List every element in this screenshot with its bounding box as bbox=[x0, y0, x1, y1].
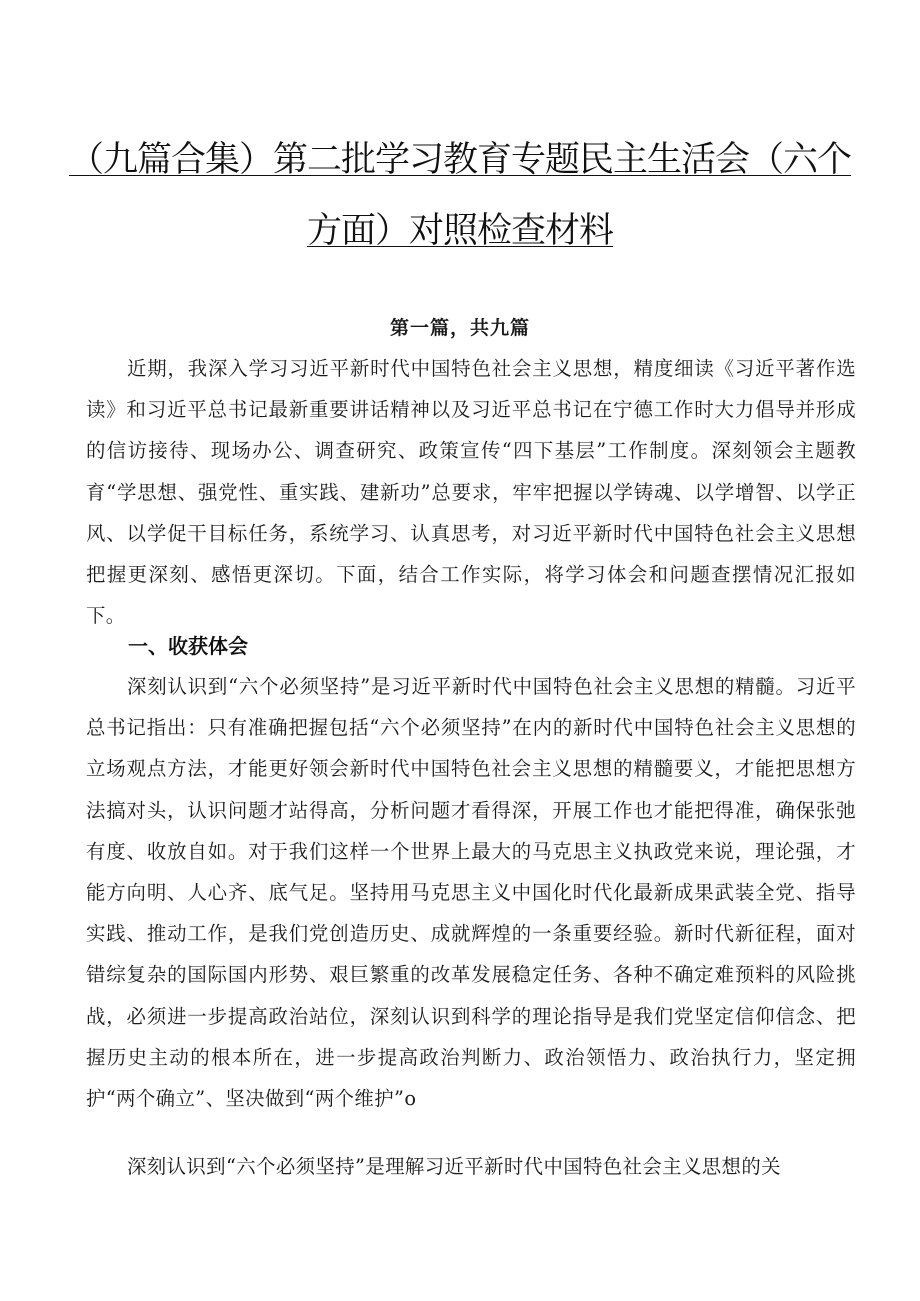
section-heading: 一、收获体会 bbox=[128, 634, 248, 658]
title-text-1: （九篇合集）第二批学习教育专题民主生活会（六个 bbox=[68, 140, 851, 180]
document-title-line-2 bbox=[0, 209, 920, 253]
paragraph-section-1: 深刻认识到“六个必须坚持”是习近平新时代中国特色社会主义思想的精髓。习近平总书记指出：只有准确把握包括“六个必须坚持”在内的新时代中国特色社会主义思想的立场观点方法，才能更好领会新时代中国特色社会主义思想的精髓要义，才能把思想方法搞对头，认识问题才站得高，分析问题才看得深，开展工作也才能把得准，确保张弛有度、收放自如。对于我们这样一个世界上最大的马克思主义执政党来说，理论强，才能方向明、人心齐、底气足。坚持用马克思主义中国化时代化最新成果武装全党、指导实践、推动工作，是我们党创造历史、成就辉煌的一条重要经验。新时代新征程，面对错综复杂的国际国内形势、艰巨繁重的改革发展稳定任务、各种不确定难预料的风险挑战，必须进一步提高政治站位，深刻认识到科学的理论指导是我们党坚定信仰信念、把握历史主动的根本所在，进一步提高政治判断力、政治领悟力、政治执行力，坚定拥护“两个确立”、坚决做到“两个维护”o bbox=[86, 675, 856, 1111]
document-title-line-1 bbox=[0, 138, 920, 182]
paragraph-intro: 近期，我深入学习习近平新时代中国特色社会主义思想，精度细读《习近平著作选读》和习近平总书记最新重要讲话精神以及习近平总书记在宁德工作时大力倡导并形成的信访接待、现场办公、调查研究、政策宣传“四下基层”工作制度。深刻领会主题教育“学思想、强党性、重实践、建新功”总要求，牢牢把握以学铸魂、以学增智、以学正风、以学促干目标任务，系统学习、认真思考，对习近平新时代中国特色社会主义思想把握更深刻、感悟更深切。下面，结合工作实际，将学习体会和问题查摆情况汇报如下。 bbox=[86, 357, 856, 628]
paragraph-section-2: 深刻认识到“六个必须坚持”是理解习近平新时代中国特色社会主义思想的关 bbox=[127, 1155, 781, 1178]
document-subtitle: 第一篇，共九篇 bbox=[389, 317, 530, 339]
title-text-2: 方面）对照检查材料 bbox=[306, 211, 613, 251]
